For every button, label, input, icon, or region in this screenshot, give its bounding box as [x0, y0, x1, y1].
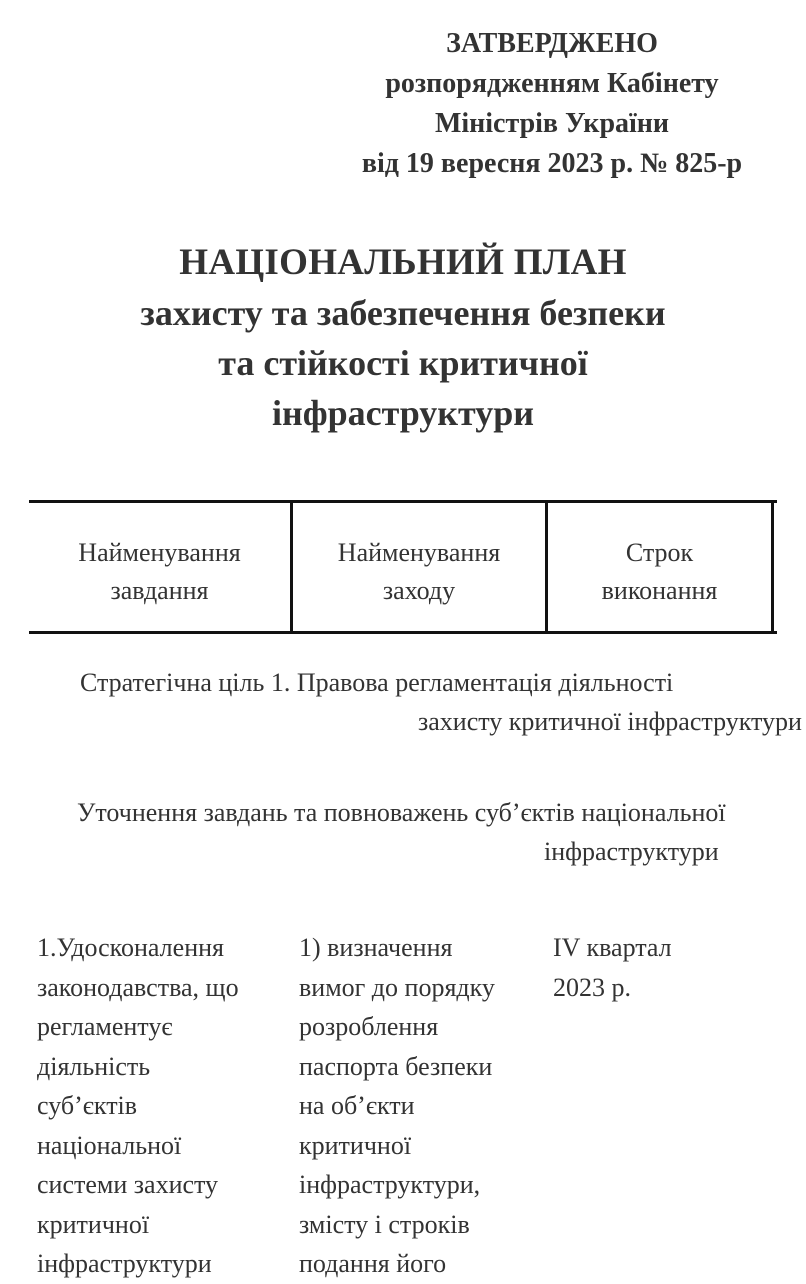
title-sub-line: та стійкості критичної [218, 343, 588, 383]
header-task-name: Найменування завдання [78, 538, 241, 605]
title-sub-line: інфраструктури [271, 393, 535, 433]
table-header [29, 500, 806, 634]
subsection-line: Уточнення завдань та повноважень суб’єктів національної [77, 798, 726, 827]
subsection-line: інфраструктури [544, 837, 719, 866]
subsection-heading [0, 794, 806, 874]
document-title [0, 238, 806, 438]
title-sub-line: захисту та забезпечення безпеки [140, 293, 666, 333]
header-measure-name: Найменування заходу [337, 538, 501, 605]
measure-cell: 1) визначення вимог до порядку розроблення паспорта безпеки на об’єкти критичної інфраструктури, змісту і строків подання його [299, 933, 495, 1278]
approval-line: ЗАТВЕРДЖЕНО [446, 28, 658, 59]
approval-date-line: від 19 вересня 2023 р. № 825-р [361, 148, 743, 179]
title-main: НАЦІОНАЛЬНИЙ ПЛАН [179, 242, 627, 283]
header-deadline: Строк виконання [601, 538, 718, 605]
approval-line: розпорядженням Кабінету [385, 68, 719, 99]
task-cell: 1.Удосконалення законодавства, що регламентує діяльність суб’єктів національної системи захисту критичної інфраструктури [37, 933, 239, 1278]
strategic-goal-line: захисту критичної інфраструктури [418, 707, 802, 736]
approval-stamp [330, 24, 774, 184]
strategic-goal-line: Стратегічна ціль 1. Правова регламентація діяльності [80, 668, 674, 697]
strategic-goal-heading [0, 664, 806, 744]
table-top-border [29, 500, 777, 503]
approval-line: Міністрів України [434, 108, 670, 139]
column-divider [771, 500, 774, 634]
deadline-cell: IV квартал 2023 р. [553, 933, 672, 1002]
table-header-bottom-border [29, 631, 777, 634]
